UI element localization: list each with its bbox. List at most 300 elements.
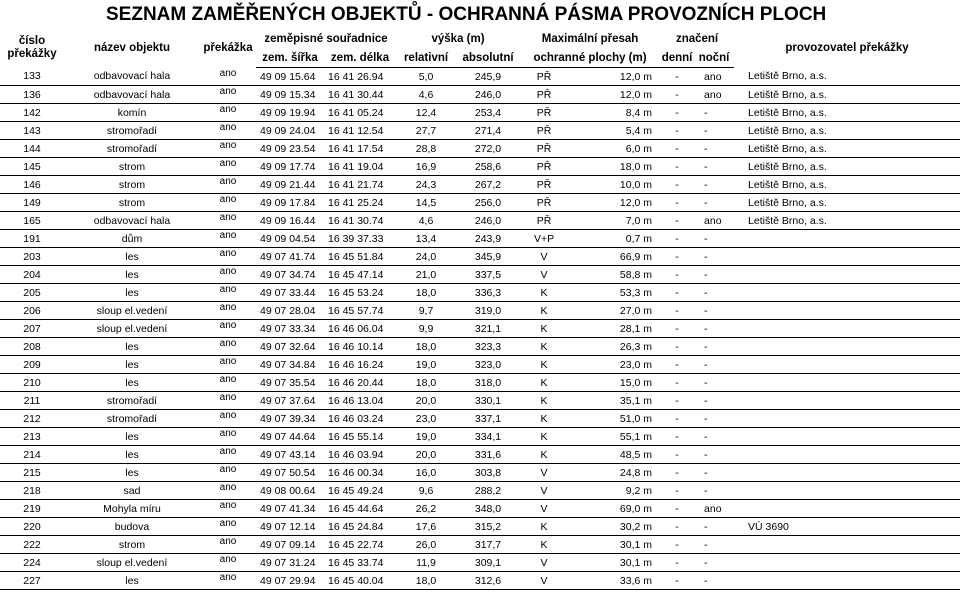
cell-denni: - — [660, 86, 694, 104]
cell-absolutni: 331,6 — [456, 446, 520, 464]
cell-presah-type: V — [520, 572, 568, 590]
table-row — [0, 158, 960, 176]
cell-sirka: 49 09 16.44 — [256, 212, 324, 230]
cell-presah-type: PŘ — [520, 176, 568, 194]
cell-delka: 16 45 40.04 — [324, 572, 396, 590]
cell-delka: 16 46 03.94 — [324, 446, 396, 464]
cell-delka: 16 45 51.84 — [324, 248, 396, 266]
cell-nazev: les — [64, 338, 200, 356]
cell-presah-type: K — [520, 410, 568, 428]
cell-nocni: - — [694, 194, 734, 212]
table-row — [0, 284, 960, 302]
cell-cislo: 144 — [0, 140, 64, 158]
cell-nazev: stromořadí — [64, 122, 200, 140]
cell-absolutni: 336,3 — [456, 284, 520, 302]
cell-relativni: 24,0 — [396, 248, 456, 266]
cell-sirka: 49 07 39.34 — [256, 410, 324, 428]
cell-prekazka: ano — [200, 554, 256, 572]
cell-delka: 16 41 19.04 — [324, 158, 396, 176]
cell-relativni: 24,3 — [396, 176, 456, 194]
cell-presah-value: 51,0 m — [568, 410, 660, 428]
cell-nocni: - — [694, 374, 734, 392]
cell-presah-type: V — [520, 482, 568, 500]
cell-relativni: 19,0 — [396, 356, 456, 374]
header-znaceni: značení — [675, 32, 719, 45]
cell-nazev: stromořadí — [64, 410, 200, 428]
table-row — [0, 194, 960, 212]
cell-absolutni: 309,1 — [456, 554, 520, 572]
cell-delka: 16 46 10.14 — [324, 338, 396, 356]
cell-absolutni: 319,0 — [456, 302, 520, 320]
table-row — [0, 374, 960, 392]
cell-relativni: 9,6 — [396, 482, 456, 500]
cell-denni: - — [660, 482, 694, 500]
cell-provozovatel — [734, 500, 960, 518]
cell-presah-value: 69,0 m — [568, 500, 660, 518]
cell-delka: 16 39 37.33 — [324, 230, 396, 248]
table-row — [0, 500, 960, 518]
cell-relativni: 9,7 — [396, 302, 456, 320]
cell-nocni: - — [694, 122, 734, 140]
cell-sirka: 49 07 28.04 — [256, 302, 324, 320]
cell-nazev: les — [64, 464, 200, 482]
cell-nocni: - — [694, 428, 734, 446]
cell-nazev: les — [64, 572, 200, 590]
cell-presah-value: 8,4 m — [568, 104, 660, 122]
cell-presah-value: 5,4 m — [568, 122, 660, 140]
cell-prekazka: ano — [200, 122, 256, 140]
cell-delka: 16 45 53.24 — [324, 284, 396, 302]
cell-sirka: 49 07 34.84 — [256, 356, 324, 374]
cell-nazev: sloup el.vedení — [64, 554, 200, 572]
cell-nocni: - — [694, 284, 734, 302]
cell-nazev: budova — [64, 518, 200, 536]
cell-presah-type: PŘ — [520, 140, 568, 158]
cell-nocni: - — [694, 410, 734, 428]
cell-prekazka: ano — [200, 104, 256, 122]
cell-provozovatel: Letiště Brno, a.s. — [734, 158, 960, 176]
header-cislo: číslo překážky — [7, 35, 57, 61]
cell-nocni: ano — [694, 68, 734, 86]
cell-nazev: strom — [64, 194, 200, 212]
cell-absolutni: 323,3 — [456, 338, 520, 356]
cell-sirka: 49 09 04.54 — [256, 230, 324, 248]
cell-provozovatel — [734, 266, 960, 284]
cell-nocni: - — [694, 518, 734, 536]
cell-nocni: - — [694, 536, 734, 554]
cell-relativni: 9,9 — [396, 320, 456, 338]
table-row — [0, 572, 960, 590]
cell-delka: 16 45 49.24 — [324, 482, 396, 500]
cell-sirka: 49 07 35.54 — [256, 374, 324, 392]
cell-absolutni: 345,9 — [456, 248, 520, 266]
cell-nazev: strom — [64, 536, 200, 554]
cell-presah-type: PŘ — [520, 68, 568, 86]
cell-nazev: dům — [64, 230, 200, 248]
cell-cislo: 212 — [0, 410, 64, 428]
cell-nocni: - — [694, 302, 734, 320]
cell-provozovatel: Letiště Brno, a.s. — [734, 212, 960, 230]
header-prekazka: překážka — [203, 42, 253, 55]
cell-nazev: strom — [64, 176, 200, 194]
cell-absolutni: 323,0 — [456, 356, 520, 374]
cell-presah-type: K — [520, 302, 568, 320]
cell-presah-value: 30,1 m — [568, 554, 660, 572]
cell-denni: - — [660, 500, 694, 518]
header-provozovatel: provozovatel překážky — [785, 42, 909, 55]
cell-presah-type: K — [520, 392, 568, 410]
cell-prekazka: ano — [200, 266, 256, 284]
cell-absolutni: 337,1 — [456, 410, 520, 428]
cell-cislo: 215 — [0, 464, 64, 482]
header-delka: zem. délka — [324, 48, 396, 68]
cell-nocni: - — [694, 572, 734, 590]
cell-cislo: 146 — [0, 176, 64, 194]
table-row — [0, 464, 960, 482]
cell-sirka: 49 09 15.34 — [256, 86, 324, 104]
cell-denni: - — [660, 230, 694, 248]
cell-sirka: 49 07 33.44 — [256, 284, 324, 302]
cell-cislo: 213 — [0, 428, 64, 446]
cell-sirka: 49 09 19.94 — [256, 104, 324, 122]
cell-delka: 16 45 33.74 — [324, 554, 396, 572]
cell-delka: 16 46 20.44 — [324, 374, 396, 392]
cell-relativni: 12,4 — [396, 104, 456, 122]
cell-denni: - — [660, 158, 694, 176]
cell-presah-value: 27,0 m — [568, 302, 660, 320]
cell-sirka: 49 09 23.54 — [256, 140, 324, 158]
cell-nazev: Mohyla míru — [64, 500, 200, 518]
cell-denni: - — [660, 428, 694, 446]
cell-provozovatel — [734, 464, 960, 482]
cell-sirka: 49 07 41.34 — [256, 500, 324, 518]
header-presah: Maximální přesah — [541, 32, 639, 45]
cell-nocni: - — [694, 140, 734, 158]
cell-provozovatel — [734, 446, 960, 464]
cell-presah-type: V — [520, 554, 568, 572]
cell-prekazka: ano — [200, 194, 256, 212]
cell-denni: - — [660, 572, 694, 590]
cell-delka: 16 45 24.84 — [324, 518, 396, 536]
cell-presah-value: 58,8 m — [568, 266, 660, 284]
cell-sirka: 49 09 24.04 — [256, 122, 324, 140]
cell-provozovatel: Letiště Brno, a.s. — [734, 86, 960, 104]
cell-nazev: les — [64, 356, 200, 374]
cell-relativni: 18,0 — [396, 338, 456, 356]
cell-sirka: 49 07 33.34 — [256, 320, 324, 338]
cell-cislo: 143 — [0, 122, 64, 140]
header-relativni: relativní — [396, 48, 456, 68]
cell-nazev: les — [64, 446, 200, 464]
cell-sirka: 49 07 44.64 — [256, 428, 324, 446]
cell-absolutni: 330,1 — [456, 392, 520, 410]
cell-provozovatel — [734, 554, 960, 572]
cell-denni: - — [660, 446, 694, 464]
header-vyska: výška (m) — [431, 32, 485, 45]
cell-nocni: - — [694, 356, 734, 374]
cell-presah-value: 30,1 m — [568, 536, 660, 554]
header-denni: denní — [660, 48, 694, 68]
cell-absolutni: 271,4 — [456, 122, 520, 140]
cell-denni: - — [660, 284, 694, 302]
cell-cislo: 142 — [0, 104, 64, 122]
cell-relativni: 18,0 — [396, 374, 456, 392]
cell-absolutni: 303,8 — [456, 464, 520, 482]
cell-cislo: 203 — [0, 248, 64, 266]
cell-delka: 16 45 22.74 — [324, 536, 396, 554]
cell-absolutni: 258,6 — [456, 158, 520, 176]
cell-nocni: - — [694, 482, 734, 500]
cell-absolutni: 334,1 — [456, 428, 520, 446]
page-title: SEZNAM ZAMĚŘENÝCH OBJEKTŮ - OCHRANNÁ PÁSMA PROVOZNÍCH PLOCH — [106, 4, 827, 25]
cell-relativni: 5,0 — [396, 68, 456, 86]
cell-relativni: 27,7 — [396, 122, 456, 140]
cell-prekazka: ano — [200, 500, 256, 518]
cell-nazev: les — [64, 374, 200, 392]
cell-relativni: 20,0 — [396, 392, 456, 410]
cell-presah-value: 23,0 m — [568, 356, 660, 374]
cell-presah-value: 12,0 m — [568, 86, 660, 104]
cell-cislo: 136 — [0, 86, 64, 104]
table-row — [0, 122, 960, 140]
cell-prekazka: ano — [200, 320, 256, 338]
cell-presah-type: K — [520, 536, 568, 554]
cell-relativni: 19,0 — [396, 428, 456, 446]
cell-presah-value: 48,5 m — [568, 446, 660, 464]
table-row — [0, 86, 960, 104]
cell-relativni: 28,8 — [396, 140, 456, 158]
cell-relativni: 16,9 — [396, 158, 456, 176]
cell-presah-type: V — [520, 248, 568, 266]
cell-absolutni: 256,0 — [456, 194, 520, 212]
cell-presah-type: K — [520, 518, 568, 536]
cell-nocni: - — [694, 230, 734, 248]
cell-delka: 16 46 16.24 — [324, 356, 396, 374]
cell-nocni: - — [694, 176, 734, 194]
cell-nazev: odbavovací hala — [64, 212, 200, 230]
cell-presah-value: 10,0 m — [568, 176, 660, 194]
cell-presah-type: K — [520, 284, 568, 302]
cell-nazev: stromořadí — [64, 392, 200, 410]
cell-nocni: - — [694, 392, 734, 410]
cell-cislo: 191 — [0, 230, 64, 248]
cell-denni: - — [660, 194, 694, 212]
cell-cislo: 207 — [0, 320, 64, 338]
cell-nocni: ano — [694, 212, 734, 230]
cell-nocni: ano — [694, 500, 734, 518]
table-row — [0, 338, 960, 356]
cell-relativni: 4,6 — [396, 212, 456, 230]
cell-relativni: 18,0 — [396, 572, 456, 590]
cell-relativni: 23,0 — [396, 410, 456, 428]
cell-presah-type: V+P — [520, 230, 568, 248]
table-row — [0, 392, 960, 410]
cell-presah-type: PŘ — [520, 122, 568, 140]
cell-nocni: - — [694, 104, 734, 122]
table-row — [0, 536, 960, 554]
cell-denni: - — [660, 536, 694, 554]
cell-delka: 16 45 55.14 — [324, 428, 396, 446]
cell-cislo: 133 — [0, 68, 64, 86]
cell-denni: - — [660, 140, 694, 158]
cell-relativni: 17,6 — [396, 518, 456, 536]
cell-denni: - — [660, 104, 694, 122]
cell-prekazka: ano — [200, 518, 256, 536]
cell-presah-type: V — [520, 500, 568, 518]
cell-delka: 16 41 05.24 — [324, 104, 396, 122]
cell-presah-type: PŘ — [520, 86, 568, 104]
cell-presah-value: 0,7 m — [568, 230, 660, 248]
cell-absolutni: 317,7 — [456, 536, 520, 554]
table-row — [0, 104, 960, 122]
cell-presah-type: PŘ — [520, 194, 568, 212]
cell-presah-type: K — [520, 374, 568, 392]
cell-prekazka: ano — [200, 158, 256, 176]
cell-absolutni: 246,0 — [456, 86, 520, 104]
cell-presah-type: PŘ — [520, 158, 568, 176]
cell-absolutni: 318,0 — [456, 374, 520, 392]
cell-sirka: 49 07 09.14 — [256, 536, 324, 554]
cell-delka: 16 41 30.74 — [324, 212, 396, 230]
cell-presah-type: K — [520, 446, 568, 464]
cell-provozovatel — [734, 284, 960, 302]
cell-sirka: 49 09 21.44 — [256, 176, 324, 194]
cell-prekazka: ano — [200, 392, 256, 410]
cell-prekazka: ano — [200, 248, 256, 266]
cell-relativni: 14,5 — [396, 194, 456, 212]
table-row — [0, 518, 960, 536]
table-row — [0, 410, 960, 428]
cell-nazev: odbavovací hala — [64, 86, 200, 104]
cell-nazev: strom — [64, 158, 200, 176]
table-row — [0, 266, 960, 284]
cell-cislo: 220 — [0, 518, 64, 536]
table-row — [0, 356, 960, 374]
table-row — [0, 230, 960, 248]
cell-cislo: 222 — [0, 536, 64, 554]
cell-prekazka: ano — [200, 302, 256, 320]
cell-delka: 16 41 26.94 — [324, 68, 396, 86]
cell-provozovatel — [734, 374, 960, 392]
header-sirka: zem. šířka — [256, 48, 324, 68]
table-row — [0, 140, 960, 158]
cell-relativni: 4,6 — [396, 86, 456, 104]
cell-absolutni: 321,1 — [456, 320, 520, 338]
cell-presah-value: 12,0 m — [568, 194, 660, 212]
cell-presah-type: PŘ — [520, 212, 568, 230]
cell-provozovatel: Letiště Brno, a.s. — [734, 68, 960, 86]
cell-cislo: 227 — [0, 572, 64, 590]
cell-presah-type: K — [520, 320, 568, 338]
cell-absolutni: 288,2 — [456, 482, 520, 500]
cell-provozovatel: Letiště Brno, a.s. — [734, 194, 960, 212]
cell-sirka: 49 09 15.64 — [256, 68, 324, 86]
cell-denni: - — [660, 554, 694, 572]
cell-delka: 16 41 21.74 — [324, 176, 396, 194]
cell-presah-type: V — [520, 266, 568, 284]
header-absolutni: absolutní — [456, 48, 520, 68]
cell-absolutni: 315,2 — [456, 518, 520, 536]
cell-provozovatel: Letiště Brno, a.s. — [734, 104, 960, 122]
table-row — [0, 68, 960, 86]
table-row — [0, 176, 960, 194]
cell-denni: - — [660, 518, 694, 536]
cell-denni: - — [660, 464, 694, 482]
obstacle-table — [0, 29, 960, 590]
cell-presah-value: 9,2 m — [568, 482, 660, 500]
cell-prekazka: ano — [200, 284, 256, 302]
cell-cislo: 218 — [0, 482, 64, 500]
cell-nazev: sloup el.vedení — [64, 320, 200, 338]
cell-relativni: 26,2 — [396, 500, 456, 518]
cell-absolutni: 246,0 — [456, 212, 520, 230]
table-row — [0, 446, 960, 464]
table-row — [0, 248, 960, 266]
cell-prekazka: ano — [200, 212, 256, 230]
cell-cislo: 205 — [0, 284, 64, 302]
cell-delka: 16 41 30.44 — [324, 86, 396, 104]
cell-prekazka: ano — [200, 86, 256, 104]
cell-provozovatel — [734, 572, 960, 590]
cell-nocni: - — [694, 248, 734, 266]
cell-denni: - — [660, 302, 694, 320]
cell-provozovatel: Letiště Brno, a.s. — [734, 176, 960, 194]
cell-nocni: - — [694, 464, 734, 482]
cell-presah-value: 15,0 m — [568, 374, 660, 392]
cell-provozovatel: VÚ 3690 — [734, 518, 960, 536]
cell-denni: - — [660, 338, 694, 356]
cell-denni: - — [660, 266, 694, 284]
cell-prekazka: ano — [200, 176, 256, 194]
cell-provozovatel — [734, 536, 960, 554]
cell-absolutni: 312,6 — [456, 572, 520, 590]
cell-nocni: - — [694, 320, 734, 338]
cell-absolutni: 243,9 — [456, 230, 520, 248]
cell-cislo: 211 — [0, 392, 64, 410]
header-nocni: noční — [694, 48, 734, 68]
cell-presah-value: 33,6 m — [568, 572, 660, 590]
header-plochy: ochranné plochy (m) — [520, 48, 660, 68]
cell-provozovatel — [734, 410, 960, 428]
cell-relativni: 16,0 — [396, 464, 456, 482]
cell-denni: - — [660, 212, 694, 230]
cell-provozovatel — [734, 230, 960, 248]
cell-absolutni: 272,0 — [456, 140, 520, 158]
cell-nazev: sad — [64, 482, 200, 500]
cell-presah-value: 12,0 m — [568, 68, 660, 86]
table-row — [0, 212, 960, 230]
cell-provozovatel — [734, 338, 960, 356]
cell-presah-value: 18,0 m — [568, 158, 660, 176]
cell-nazev: les — [64, 248, 200, 266]
cell-relativni: 18,0 — [396, 284, 456, 302]
cell-sirka: 49 07 32.64 — [256, 338, 324, 356]
cell-nazev: les — [64, 266, 200, 284]
cell-cislo: 208 — [0, 338, 64, 356]
header-row-1 — [0, 29, 960, 48]
cell-relativni: 11,9 — [396, 554, 456, 572]
cell-cislo: 149 — [0, 194, 64, 212]
cell-absolutni: 245,9 — [456, 68, 520, 86]
cell-delka: 16 41 25.24 — [324, 194, 396, 212]
cell-presah-type: K — [520, 428, 568, 446]
cell-presah-type: K — [520, 338, 568, 356]
cell-provozovatel — [734, 320, 960, 338]
cell-provozovatel — [734, 356, 960, 374]
cell-sirka: 49 07 34.74 — [256, 266, 324, 284]
cell-presah-type: V — [520, 464, 568, 482]
cell-delka: 16 41 17.54 — [324, 140, 396, 158]
